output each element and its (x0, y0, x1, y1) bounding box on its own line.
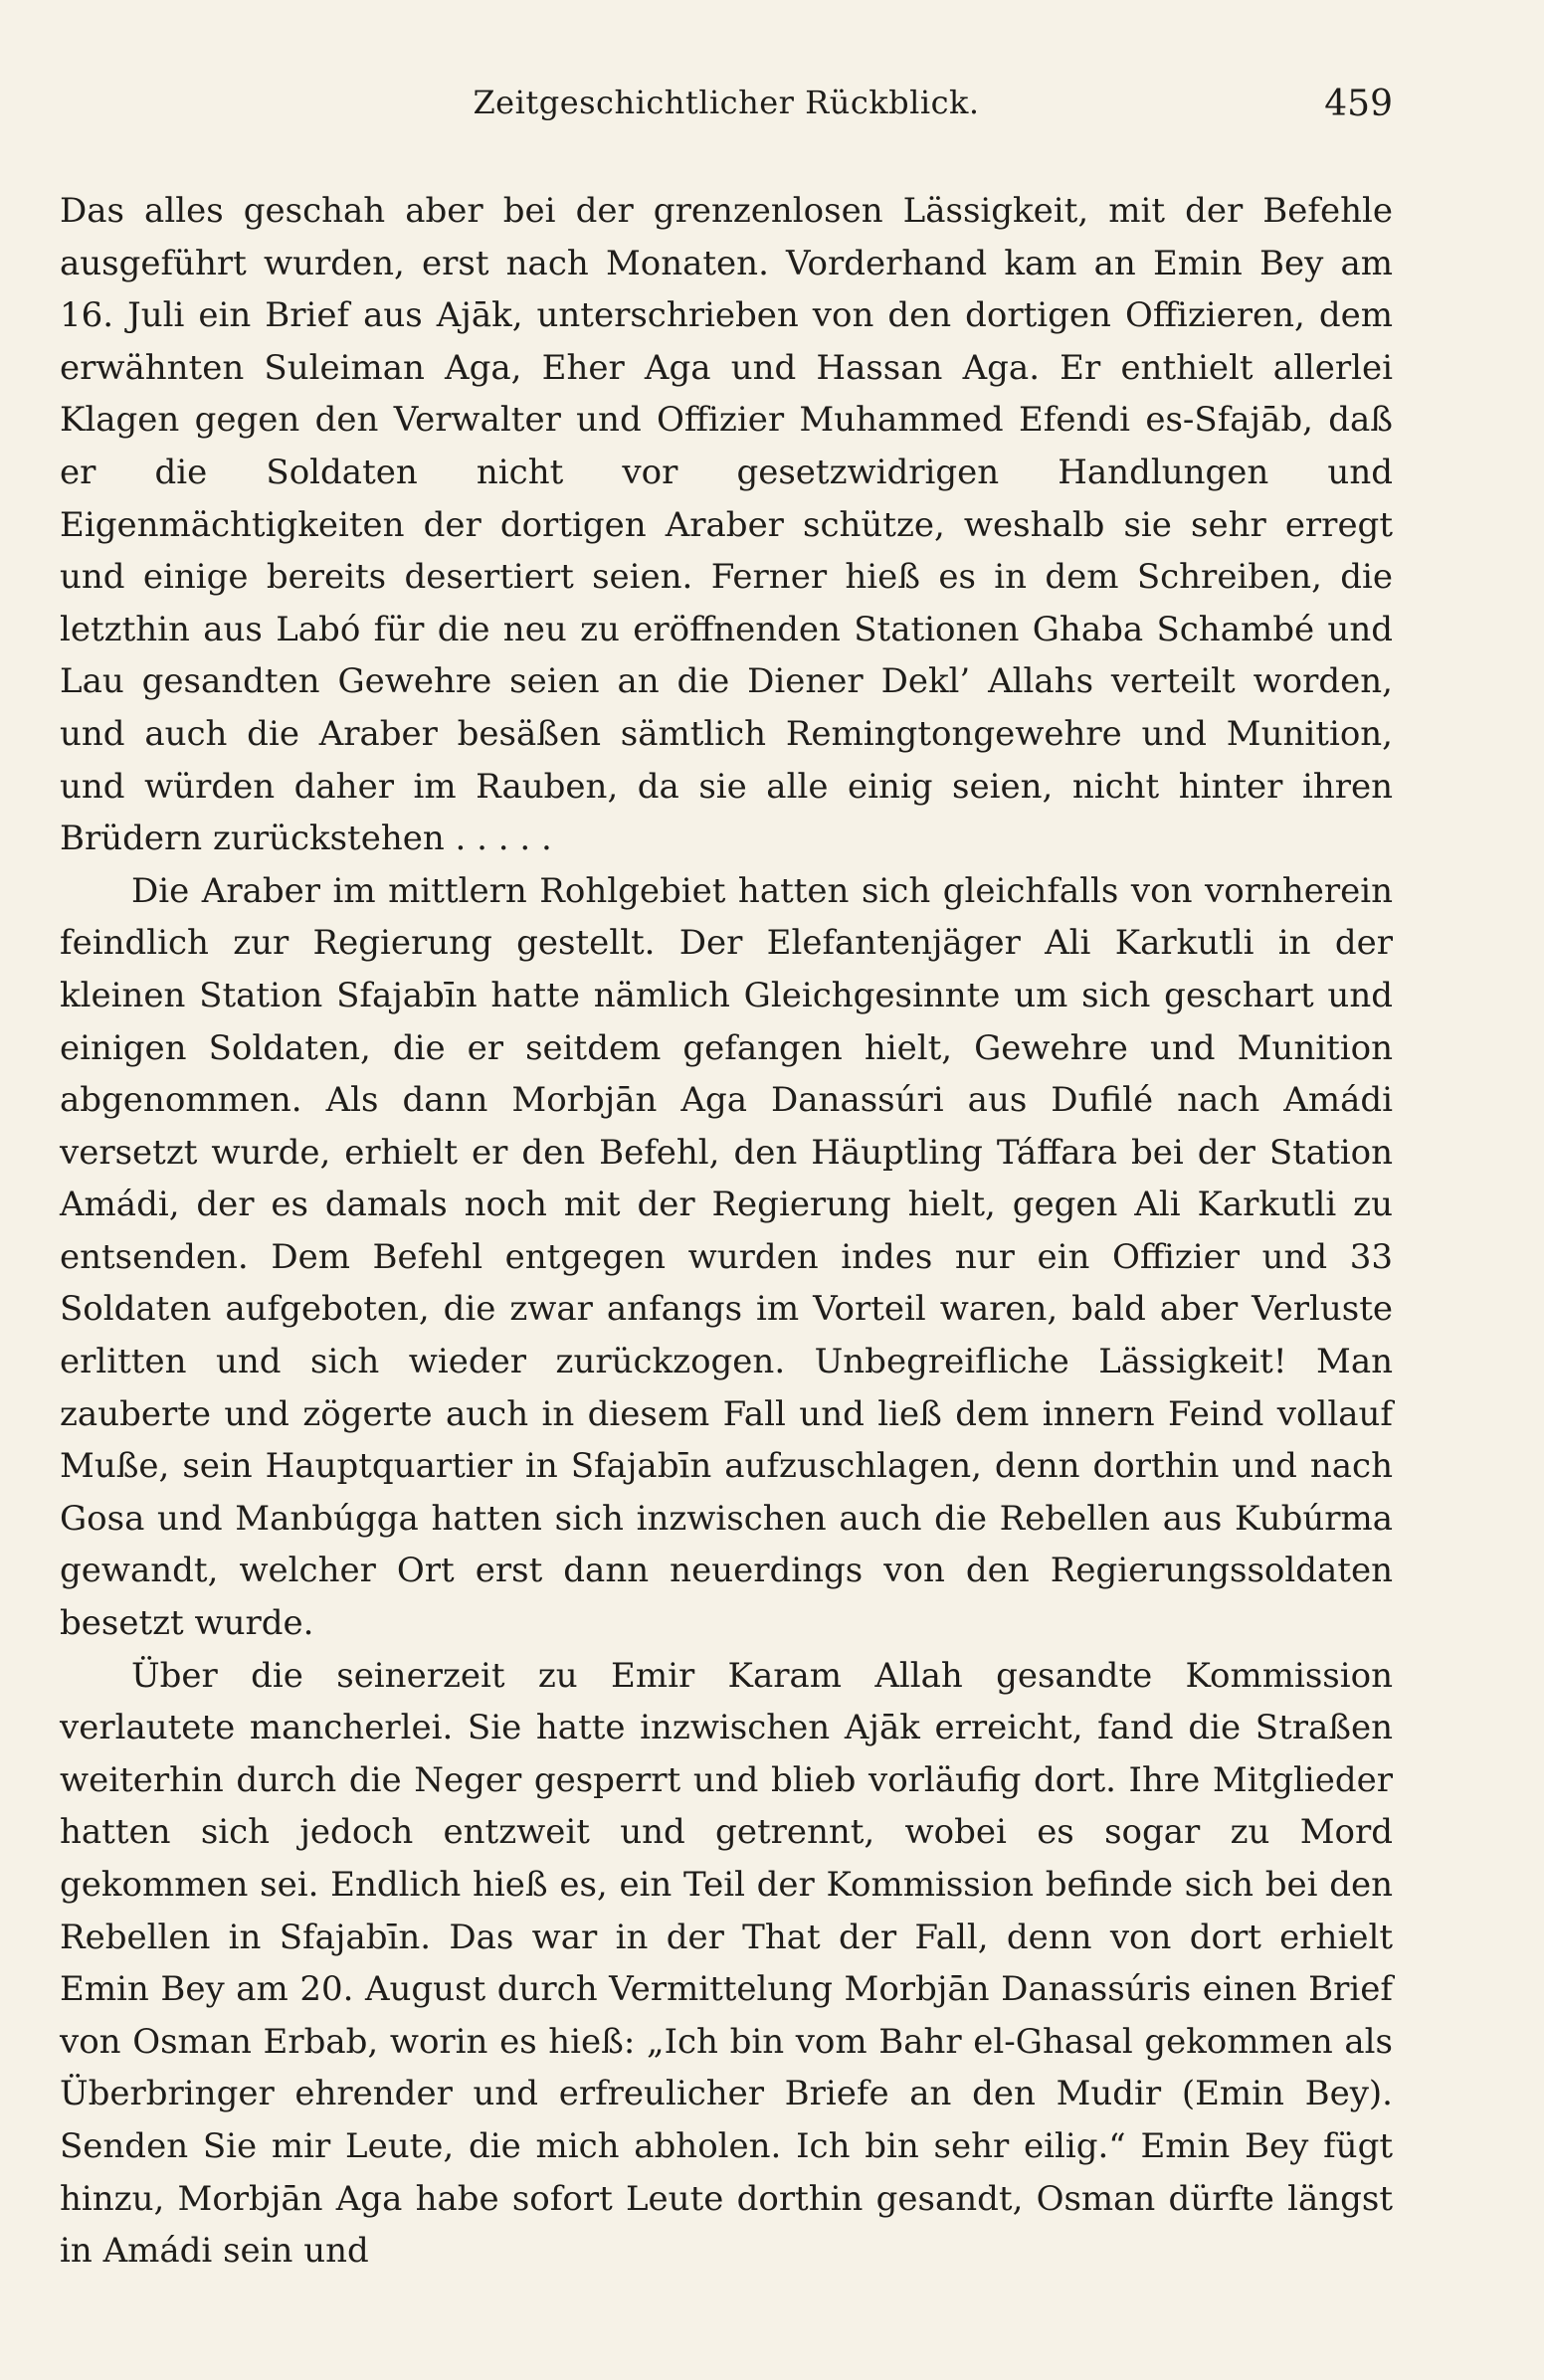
page-number: 459 (1324, 84, 1393, 124)
paragraph-3: Über die seinerzeit zu Emir Karam Allah gesandte Kommission verlautete mancherlei. Sie hatte inzwischen Ajāk erreicht, fand die Straßen weiterhin durch die Neger gesperrt und blieb vorläufig dort. Ihre Mitglieder hatten sich jedoch entzweit und getrennt, wobei es sogar zu Mord gekommen sei. Endlich hieß es, ein Teil der Kommission befinde sich bei den Rebellen in Sfajabīn. Das war in der That der Fall, denn von dort erhielt Emin Bey am 20. August durch Vermittelung Morbjān Danassúris einen Brief von Osman Erbab, worin es hieß: „Ich bin vom Bahr el-Ghasal gekommen als Überbringer ehrender und erfreulicher Briefe an den Mudir (Emin Bey). Senden Sie mir Leute, die mich abholen. Ich bin sehr eilig.“ Emin Bey fügt hinzu, Morbjān Aga habe sofort Leute dorthin gesandt, Osman dürfte längst in Amádi sein und (60, 1655, 1393, 2272)
body-text (60, 185, 1393, 2278)
paragraph-1: Das alles geschah aber bei der grenzenlosen Lässigkeit, mit der Befehle ausgeführt wurden, erst nach Monaten. Vorderhand kam an Emin Bey am 16. Juli ein Brief aus Ajāk, unterschrieben von den dortigen Offizieren, dem erwähnten Suleiman Aga, Eher Aga und Hassan Aga. Er enthielt allerlei Klagen gegen den Verwalter und Offizier Muhammed Efendi es-Sfajāb, daß er die Soldaten nicht vor gesetzwidrigen Handlungen und Eigenmächtigkeiten der dortigen Araber schütze, weshalb sie sehr erregt und einige bereits desertiert seien. Ferner hieß es in dem Schreiben, die letzthin aus Labó für die neu zu eröffnenden Stationen Ghaba Schambé und Lau gesandten Gewehre seien an die Diener Dekl’ Allahs verteilt worden, und auch die Araber besäßen sämtlich Remingtongewehre und Munition, und würden daher im Rauben, da sie alle einig seien, nicht hinter ihren Brüdern zurückstehen . . . . . (60, 191, 1393, 859)
running-head: Zeitgeschichtlicher Rückblick. (473, 84, 980, 121)
paragraph-2: Die Araber im mittlern Rohlgebiet hatten sich gleichfalls von vornherein feindlich zur Regierung gestellt. Der Elefantenjäger Ali Karkutli in der kleinen Station Sfajabīn hatte nämlich Gleichgesinnte um sich geschart und einigen Soldaten, die er seitdem gefangen hielt, Gewehre und Munition abgenommen. Als dann Morbjān Aga Danassúri aus Dufilé nach Amádi versetzt wurde, erhielt er den Befehl, den Häuptling Táffara bei der Station Amádi, der es damals noch mit der Regierung hielt, gegen Ali Karkutli zu entsenden. Dem Befehl entgegen wurden indes nur ein Offizier und 33 Soldaten aufgeboten, die zwar anfangs im Vorteil waren, bald aber Verluste erlitten und sich wieder zurückzogen. Unbegreifliche Lässigkeit! Man zauberte und zögerte auch in diesem Fall und ließ dem innern Feind vollauf Muße, sein Hauptquartier in Sfajabīn aufzuschlagen, denn dorthin und nach Gosa und Manbúgga hatten sich inzwischen auch die Rebellen aus Kubúrma gewandt, welcher Ort erst dann neuerdings von den Regierungssoldaten besetzt wurde. (60, 870, 1393, 1644)
page-header (60, 84, 1393, 133)
